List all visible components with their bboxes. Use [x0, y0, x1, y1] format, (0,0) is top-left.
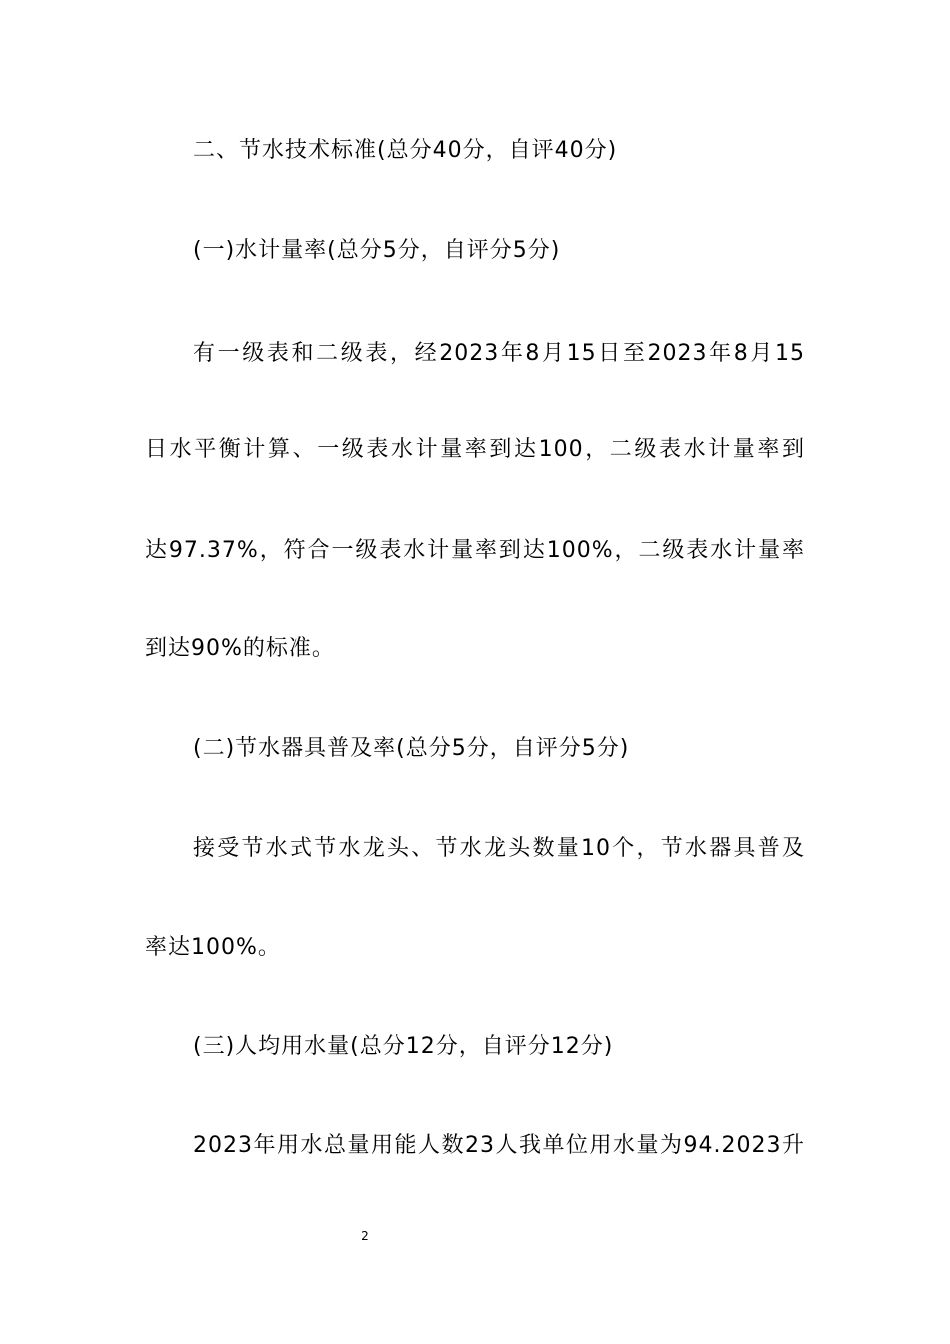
section-heading-water-saving-standard: 二、节水技术标准(总分40分，自评40分)	[193, 138, 618, 163]
subheading-per-capita-water-use: (三)人均用水量(总分12分，自评分12分)	[193, 1034, 614, 1059]
paragraph-line: 接受节水式节水龙头、节水龙头数量10个，节水器具普及	[193, 836, 805, 861]
paragraph-line: 日水平衡计算、一级表水计量率到达100，二级表水计量率到	[145, 437, 805, 462]
paragraph-line: 2023年用水总量用能人数23人我单位用水量为94.2023升	[193, 1133, 805, 1158]
paragraph-line: 达97.37%，符合一级表水计量率到达100%，二级表水计量率	[145, 538, 805, 563]
page-number: 2	[361, 1229, 369, 1243]
paragraph-line: 有一级表和二级表，经2023年8月15日至2023年8月15	[193, 341, 805, 366]
subheading-water-metering-rate: (一)水计量率(总分5分，自评分5分)	[193, 238, 561, 263]
subheading-water-saving-fixtures: (二)节水器具普及率(总分5分，自评分5分)	[193, 736, 630, 761]
paragraph-line: 到达90%的标准。	[145, 636, 335, 661]
paragraph-line: 率达100%。	[145, 935, 281, 960]
